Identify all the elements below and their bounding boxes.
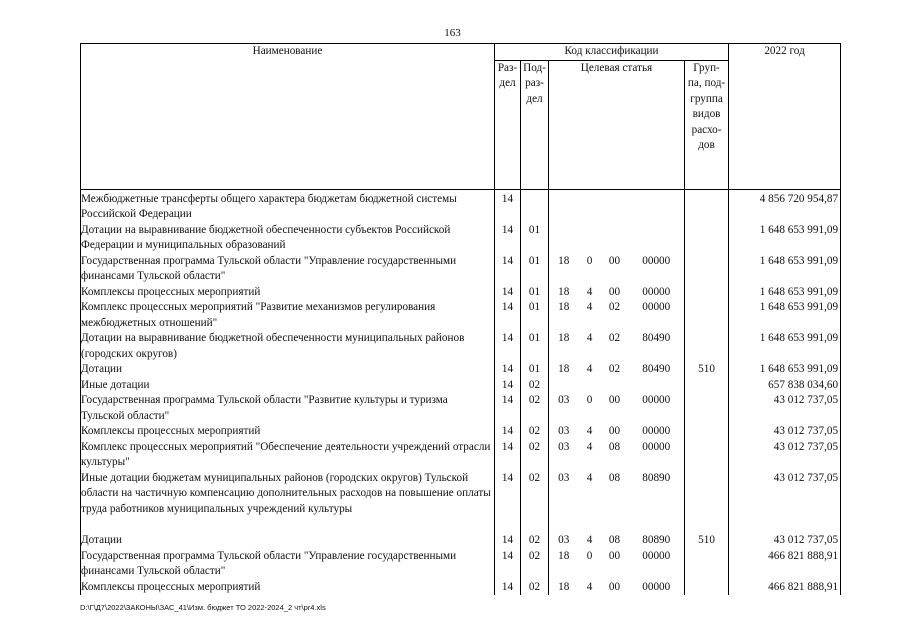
row-target-type: 4: [586, 471, 593, 484]
row-podrazdel: 02: [521, 378, 549, 394]
row-target-direction: 80490: [642, 332, 671, 344]
row-name: Комплексы процессных мероприятий: [81, 424, 495, 440]
column-header-razdel: [495, 60, 521, 189]
row-target-direction: [629, 223, 685, 254]
row-target-direction: 00000: [642, 254, 671, 267]
row-target-direction: [629, 378, 685, 394]
budget-table-container: [80, 43, 840, 595]
row-target-type: 0: [586, 549, 593, 562]
row-razdel: 14: [495, 300, 521, 331]
row-razdel: 14: [495, 378, 521, 394]
row-target-type: 4: [586, 425, 593, 437]
row-expense-group: 510: [685, 533, 729, 549]
row-target-program: 18: [549, 580, 579, 596]
row-name: Иные дотации бюджетам муниципальных районов (городских округов) Тульской области на частичную компенсацию дополнительных расходов на повышение оплаты труда работников муниципальных учреждений культуры: [81, 471, 495, 534]
row-target-program: 18: [549, 300, 579, 331]
row-target-direction: 00000: [642, 580, 671, 593]
table-row: [81, 189, 841, 223]
row-expense-group: [685, 285, 729, 301]
row-name: Государственная программа Тульской области "Управление государственными финансами Тульской области": [81, 549, 495, 580]
row-name: Дотации: [81, 362, 495, 378]
row-razdel: 14: [495, 471, 521, 534]
row-podrazdel: 01: [521, 223, 549, 254]
row-target-complex: 00: [608, 549, 621, 562]
row-target-direction: 00000: [642, 425, 671, 437]
row-expense-group: [685, 471, 729, 534]
row-expense-group: [685, 424, 729, 440]
row-target-complex: 00: [608, 425, 621, 437]
row-razdel: 14: [495, 331, 521, 362]
row-amount: 4 856 720 954,87: [729, 189, 841, 223]
row-target-type: 4: [586, 332, 593, 344]
row-target-program: 03: [549, 424, 579, 440]
row-target-direction: 00000: [642, 285, 671, 298]
row-razdel: 14: [495, 189, 521, 223]
row-razdel: 14: [495, 223, 521, 254]
expense-group-label: Груп- па, под- группа видов расхо- дов: [687, 61, 726, 151]
budget-table: [80, 43, 841, 595]
row-target-program: 18: [549, 549, 579, 580]
row-target-program: 18: [549, 362, 579, 378]
row-expense-group: [685, 580, 729, 596]
row-podrazdel: 02: [521, 533, 549, 549]
row-target-program: 18: [549, 331, 579, 362]
table-row: [81, 549, 841, 580]
row-amount: 43 012 737,05: [729, 424, 841, 440]
row-target-direction: 80890: [642, 534, 671, 546]
column-header-classification-code: Код классификации: [495, 44, 729, 61]
row-name: Дотации: [81, 533, 495, 549]
table-row: [81, 533, 841, 549]
row-razdel: 14: [495, 549, 521, 580]
row-target-program: [549, 223, 579, 254]
column-header-year: 2022 год: [729, 44, 841, 190]
row-expense-group: [685, 393, 729, 424]
table-row: [81, 254, 841, 285]
row-razdel: 14: [495, 393, 521, 424]
row-target-program: [549, 378, 579, 394]
row-amount: 1 648 653 991,09: [729, 285, 841, 301]
column-header-podrazdel: [521, 60, 549, 189]
row-amount: 43 012 737,05: [729, 471, 841, 534]
row-amount: 43 012 737,05: [729, 533, 841, 549]
row-podrazdel: 02: [521, 393, 549, 424]
table-row: [81, 285, 841, 301]
table-row: [81, 393, 841, 424]
table-row: [81, 440, 841, 471]
row-expense-group: [685, 378, 729, 394]
row-podrazdel: 02: [521, 471, 549, 534]
row-amount: 1 648 653 991,09: [729, 331, 841, 362]
row-target-direction: 00000: [642, 549, 671, 562]
row-target-complex: 00: [608, 285, 621, 298]
row-name: Дотации на выравнивание бюджетной обеспеченности субъектов Российской Федерации и муниципальных образований: [81, 223, 495, 254]
row-target-complex: 00: [608, 394, 621, 406]
row-razdel: 14: [495, 424, 521, 440]
row-expense-group: [685, 189, 729, 223]
row-podrazdel: 01: [521, 300, 549, 331]
row-expense-group: [685, 300, 729, 331]
table-row: [81, 424, 841, 440]
row-amount: 1 648 653 991,09: [729, 254, 841, 285]
razdel-label: Раз- дел: [497, 61, 518, 89]
row-target-type: [579, 378, 601, 394]
row-target-program: 03: [549, 533, 579, 549]
row-target-program: 03: [549, 471, 579, 534]
table-body: [81, 189, 841, 595]
row-target-complex: 02: [608, 363, 621, 375]
row-podrazdel: 01: [521, 362, 549, 378]
table-row: [81, 580, 841, 596]
row-expense-group: 510: [685, 362, 729, 378]
row-amount: 43 012 737,05: [729, 393, 841, 424]
row-target-program: 18: [549, 285, 579, 301]
row-name: Комплексы процессных мероприятий: [81, 285, 495, 301]
table-row: [81, 378, 841, 394]
row-name: Комплекс процессных мероприятий "Развитие механизмов регулирования межбюджетных отношений": [81, 300, 495, 331]
row-podrazdel: 02: [521, 424, 549, 440]
file-path-footer: D:\Г\Д7\2022\ЗАКОНЫ\ЗАС_41\Изм. бюджет ТО 2022-2024_2 чт\pr4.xls: [80, 603, 326, 612]
row-target-type: 0: [586, 394, 593, 406]
row-podrazdel: 02: [521, 580, 549, 596]
row-name: Государственная программа Тульской области "Управление государственными финансами Тульской области": [81, 254, 495, 285]
row-razdel: 14: [495, 285, 521, 301]
row-target-type: [579, 223, 601, 254]
row-expense-group: [685, 440, 729, 471]
row-podrazdel: 01: [521, 254, 549, 285]
row-razdel: 14: [495, 533, 521, 549]
row-amount: 1 648 653 991,09: [729, 362, 841, 378]
row-target-direction: 00000: [642, 440, 671, 453]
row-expense-group: [685, 223, 729, 254]
row-target-direction: 80490: [642, 363, 671, 375]
row-razdel: 14: [495, 580, 521, 596]
row-amount: 43 012 737,05: [729, 440, 841, 471]
row-podrazdel: 02: [521, 440, 549, 471]
row-target-type: 4: [586, 363, 593, 375]
row-podrazdel: 02: [521, 549, 549, 580]
row-razdel: 14: [495, 254, 521, 285]
row-name: Межбюджетные трансферты общего характера бюджетам бюджетной системы Российской Федерации: [81, 189, 495, 223]
row-target-type: 4: [586, 440, 593, 453]
row-expense-group: [685, 549, 729, 580]
table-row: [81, 331, 841, 362]
row-target-direction: 80890: [642, 471, 671, 484]
row-expense-group: [685, 254, 729, 285]
row-target-direction: [629, 189, 685, 223]
row-target-type: 4: [586, 301, 593, 313]
row-expense-group: [685, 331, 729, 362]
row-target-complex: [601, 223, 629, 254]
row-target-complex: [601, 189, 629, 223]
row-target-direction: 00000: [642, 301, 671, 313]
row-target-type: 4: [586, 285, 593, 298]
row-target-program: 03: [549, 440, 579, 471]
column-header-target-article: Целевая статья: [549, 60, 685, 189]
row-target-complex: 02: [608, 332, 621, 344]
table-row: [81, 471, 841, 534]
row-target-direction: 00000: [642, 394, 671, 406]
row-name: Дотации на выравнивание бюджетной обеспеченности муниципальных районов (городских округов): [81, 331, 495, 362]
row-name: Иные дотации: [81, 378, 495, 394]
table-row: [81, 223, 841, 254]
row-name: Комплексы процессных мероприятий: [81, 580, 495, 596]
row-target-complex: 08: [608, 534, 621, 546]
row-podrazdel: 01: [521, 285, 549, 301]
row-target-type: 4: [586, 534, 593, 546]
row-target-program: [549, 189, 579, 223]
row-target-complex: 02: [608, 301, 621, 313]
row-amount: 1 648 653 991,09: [729, 223, 841, 254]
row-target-complex: 08: [608, 471, 621, 484]
column-header-expense-group: [685, 60, 729, 189]
table-row: [81, 300, 841, 331]
row-target-program: 18: [549, 254, 579, 285]
page-number: 163: [444, 27, 461, 39]
row-amount: 466 821 888,91: [729, 580, 841, 596]
row-amount: 1 648 653 991,09: [729, 300, 841, 331]
row-amount: 466 821 888,91: [729, 549, 841, 580]
row-target-complex: 08: [608, 440, 621, 453]
row-target-complex: [601, 378, 629, 394]
row-target-complex: 00: [608, 254, 621, 267]
row-razdel: 14: [495, 440, 521, 471]
row-podrazdel: [521, 189, 549, 223]
column-header-name: Наименование: [81, 44, 495, 190]
row-target-program: 03: [549, 393, 579, 424]
row-name: Комплекс процессных мероприятий "Обеспечение деятельности учреждений отрасли культуры": [81, 440, 495, 471]
row-name: Государственная программа Тульской области "Развитие культуры и туризма Тульской области": [81, 393, 495, 424]
row-target-type: [579, 189, 601, 223]
row-razdel: 14: [495, 362, 521, 378]
row-amount: 657 838 034,60: [729, 378, 841, 394]
row-target-type: 0: [586, 254, 593, 267]
row-target-complex: 00: [608, 580, 621, 593]
row-podrazdel: 01: [521, 331, 549, 362]
row-target-type: 4: [586, 580, 593, 593]
podrazdel-label: Под- раз- дел: [523, 61, 546, 105]
table-row: [81, 362, 841, 378]
